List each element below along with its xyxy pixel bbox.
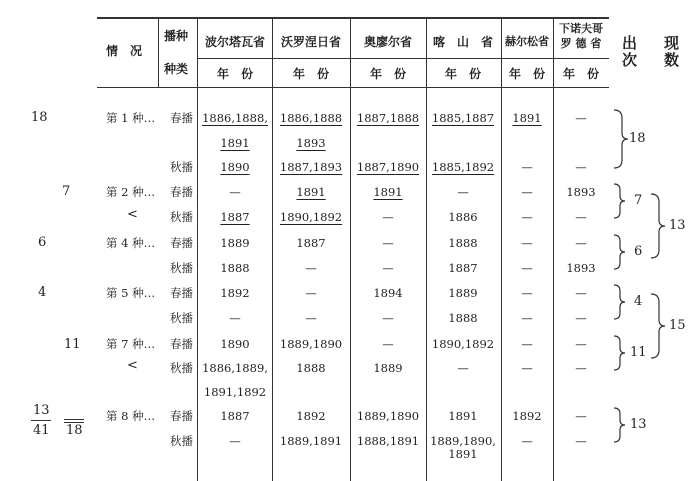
brace-shape bbox=[614, 235, 625, 269]
margin-number: 11 bbox=[64, 337, 81, 352]
year-header: 年 份 bbox=[216, 67, 254, 81]
year-header: 年 份 bbox=[369, 67, 407, 81]
province-header: 赫尔松省 bbox=[505, 35, 549, 48]
year-cell: — bbox=[575, 409, 587, 423]
year-cell: 1894 bbox=[373, 286, 403, 300]
margin-number: < bbox=[127, 358, 138, 373]
year-cell: — bbox=[575, 160, 587, 174]
year-cell: — bbox=[575, 311, 587, 325]
year-cell: — bbox=[382, 210, 394, 224]
year-cell: — bbox=[457, 185, 469, 199]
header-sowing-type: 播种 bbox=[164, 29, 189, 43]
sowing-label: 秋播 bbox=[170, 160, 193, 174]
year-cell: 1886,1889, bbox=[202, 361, 268, 375]
brace-shape bbox=[614, 184, 625, 218]
year-cell: 1888 bbox=[220, 261, 250, 275]
fraction-denominator: 41 bbox=[33, 423, 50, 438]
count-value: 4 bbox=[634, 294, 643, 309]
year-cell: — bbox=[575, 361, 587, 375]
kind-label: 第 5 种… bbox=[106, 286, 156, 300]
year-cell: 1886,1888, bbox=[202, 111, 268, 125]
brace-shape bbox=[651, 194, 665, 258]
year-header: 年 份 bbox=[508, 67, 546, 81]
kind-label: 第 8 种… bbox=[106, 409, 156, 423]
sowing-label: 春播 bbox=[170, 337, 193, 351]
year-cell: 1888 bbox=[296, 361, 326, 375]
year-cell: 1888 bbox=[448, 236, 478, 250]
year-cell: 1891 bbox=[448, 447, 478, 461]
year-cell: 1893 bbox=[566, 261, 596, 275]
occurrence-header: 出 现 bbox=[622, 34, 686, 52]
province-header: 波尔塔瓦省 bbox=[204, 35, 266, 49]
year-cell: — bbox=[575, 434, 587, 448]
margin-number: 18 bbox=[31, 110, 48, 125]
year-cell: — bbox=[382, 311, 394, 325]
year-cell: 1887,1888 bbox=[356, 111, 420, 125]
count-value: 6 bbox=[634, 244, 643, 259]
margin-number: 7 bbox=[62, 184, 71, 199]
sowing-label: 春播 bbox=[170, 111, 193, 125]
year-cell: — bbox=[305, 286, 317, 300]
year-cell: — bbox=[521, 337, 533, 351]
brace-shape bbox=[614, 110, 628, 168]
year-cell: 1886 bbox=[448, 210, 478, 224]
year-cell: 1889 bbox=[373, 361, 403, 375]
count-value: 11 bbox=[630, 345, 647, 360]
year-cell: — bbox=[575, 236, 587, 250]
year-cell: — bbox=[382, 236, 394, 250]
year-header: 年 份 bbox=[444, 67, 482, 81]
count-value: 13 bbox=[630, 417, 647, 432]
year-cell: — bbox=[521, 185, 533, 199]
year-cell: 1888 bbox=[448, 311, 478, 325]
sowing-label: 秋播 bbox=[170, 361, 193, 375]
year-cell: 1889,1891 bbox=[279, 434, 343, 448]
province-header: 沃罗涅日省 bbox=[280, 35, 342, 49]
kind-label: 第 2 种… bbox=[106, 185, 156, 199]
sowing-label: 秋播 bbox=[170, 434, 193, 448]
year-cell: — bbox=[521, 286, 533, 300]
kind-label: 第 7 种… bbox=[106, 337, 156, 351]
year-cell: 1889,1890, bbox=[430, 434, 496, 448]
year-cell: — bbox=[229, 311, 241, 325]
year-cell: 1891 bbox=[296, 185, 326, 199]
year-cell: 1889 bbox=[220, 236, 250, 250]
year-cell: 1890,1892 bbox=[431, 337, 495, 351]
province-header: 下诺夫哥 bbox=[559, 22, 603, 35]
year-header: 年 份 bbox=[562, 67, 600, 81]
brace-shape bbox=[614, 408, 625, 442]
year-cell: — bbox=[521, 160, 533, 174]
year-cell: 1887 bbox=[448, 261, 478, 275]
province-header: 奥廖尔省 bbox=[363, 35, 413, 49]
year-cell: 1892 bbox=[220, 286, 250, 300]
year-cell: — bbox=[457, 361, 469, 375]
year-cell: 1893 bbox=[566, 185, 596, 199]
year-cell: 1887 bbox=[220, 409, 250, 423]
header-sowing-type: 种类 bbox=[164, 62, 189, 76]
year-cell: 1890 bbox=[220, 337, 250, 351]
year-cell: — bbox=[521, 261, 533, 275]
margin-number: 6 bbox=[38, 235, 47, 250]
year-cell: 1889,1890 bbox=[356, 409, 420, 423]
count-value: 18 bbox=[629, 131, 646, 146]
year-cell: — bbox=[575, 286, 587, 300]
year-cell: 1890,1892 bbox=[279, 210, 343, 224]
year-cell: — bbox=[521, 236, 533, 250]
year-cell: — bbox=[521, 311, 533, 325]
sowing-label: 秋播 bbox=[170, 210, 193, 224]
year-cell: 1893 bbox=[296, 136, 326, 150]
year-cell: 1891 bbox=[220, 136, 250, 150]
year-cell: 1888,1891 bbox=[356, 434, 420, 448]
year-cell: 1889,1890 bbox=[279, 337, 343, 351]
count-value: 7 bbox=[634, 193, 643, 208]
brace-shape bbox=[614, 336, 625, 370]
year-cell: — bbox=[229, 185, 241, 199]
year-cell: — bbox=[575, 210, 587, 224]
year-cell: 1892 bbox=[296, 409, 326, 423]
year-cell: 1890 bbox=[220, 160, 250, 174]
occurrence-header: 次 数 bbox=[622, 51, 686, 69]
year-cell: — bbox=[521, 210, 533, 224]
year-cell: — bbox=[229, 434, 241, 448]
header-situation: 情 况 bbox=[106, 44, 143, 58]
count-value: 15 bbox=[669, 318, 686, 333]
year-cell: 1891 bbox=[512, 111, 542, 125]
year-cell: — bbox=[575, 111, 587, 125]
year-cell: 1886,1888 bbox=[279, 111, 343, 125]
year-cell: — bbox=[305, 261, 317, 275]
year-cell: 1889 bbox=[448, 286, 478, 300]
brace-shape bbox=[651, 294, 665, 358]
fraction-numerator: 13 bbox=[33, 403, 50, 418]
kind-label: 第 1 种… bbox=[106, 111, 156, 125]
sowing-label: 秋播 bbox=[170, 311, 193, 325]
year-cell: — bbox=[575, 337, 587, 351]
sowing-label: 春播 bbox=[170, 185, 193, 199]
margin-number: 18 bbox=[66, 423, 83, 438]
year-cell: — bbox=[521, 361, 533, 375]
sowing-label: 春播 bbox=[170, 409, 193, 423]
year-cell: — bbox=[521, 434, 533, 448]
year-cell: 1885,1892 bbox=[431, 160, 495, 174]
kind-label: 第 4 种… bbox=[106, 236, 156, 250]
year-cell: — bbox=[382, 337, 394, 351]
margin-number: 4 bbox=[38, 285, 47, 300]
year-cell: 1885,1887 bbox=[431, 111, 495, 125]
brace-shape bbox=[614, 285, 625, 319]
margin-number: < bbox=[127, 207, 138, 222]
year-cell: 1887 bbox=[296, 236, 326, 250]
sowing-label: 秋播 bbox=[170, 261, 193, 275]
count-value: 13 bbox=[669, 218, 686, 233]
year-cell: 1887,1893 bbox=[279, 160, 343, 174]
province-header: 罗 德 省 bbox=[560, 37, 602, 50]
year-cell: 1892 bbox=[512, 409, 542, 423]
year-cell: — bbox=[305, 311, 317, 325]
year-cell: 1887,1890 bbox=[356, 160, 420, 174]
year-cell: 1891 bbox=[373, 185, 403, 199]
sowing-label: 春播 bbox=[170, 286, 193, 300]
year-cell: — bbox=[382, 261, 394, 275]
year-cell: 1887 bbox=[220, 210, 250, 224]
year-header: 年 份 bbox=[292, 67, 330, 81]
year-cell: 1891 bbox=[448, 409, 478, 423]
year-cell: 1891,1892 bbox=[203, 385, 267, 399]
sowing-label: 春播 bbox=[170, 236, 193, 250]
province-header: 喀 山 省 bbox=[432, 35, 494, 49]
